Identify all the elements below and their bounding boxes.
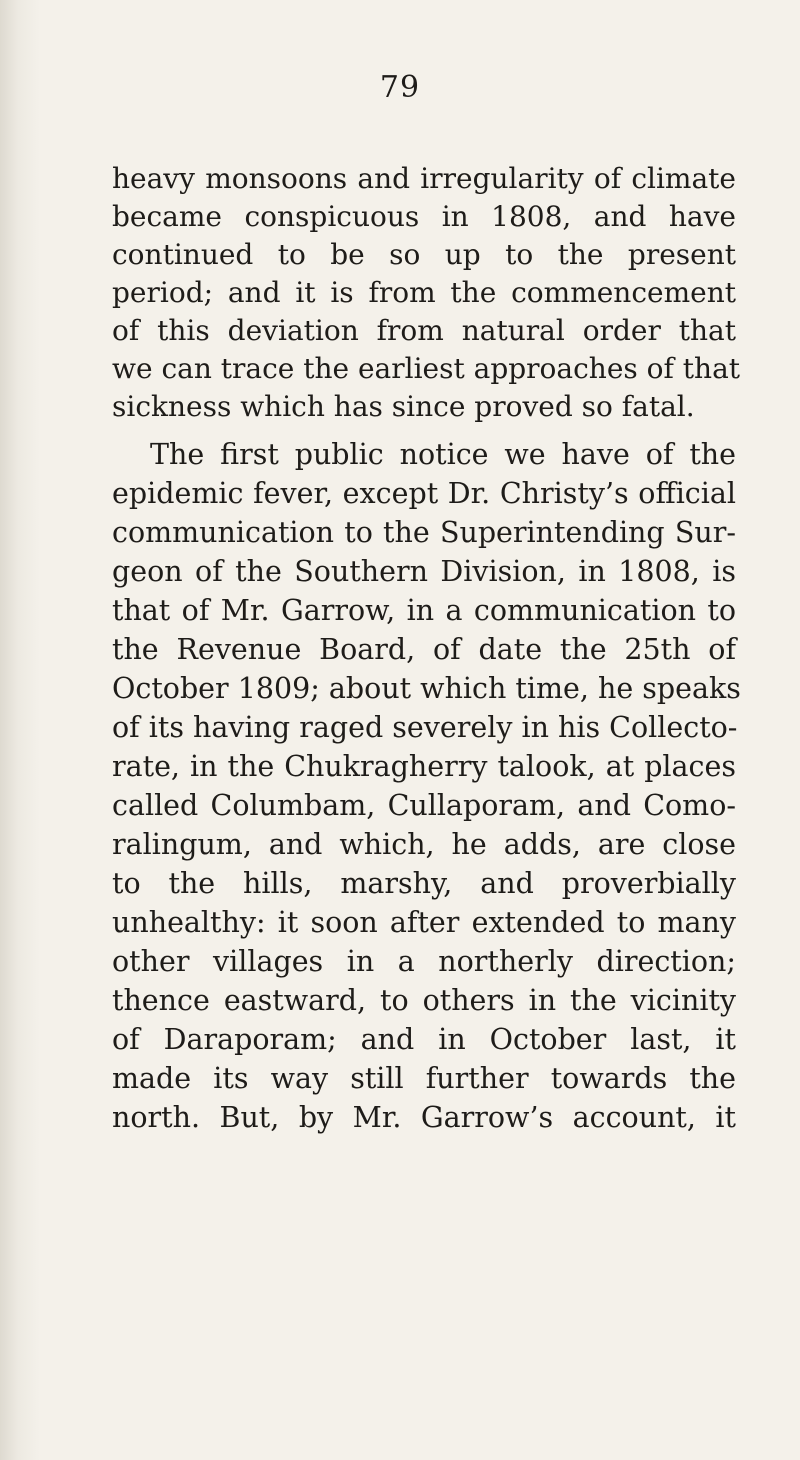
text-line: geon of the Southern Division, in 1808, is	[112, 555, 736, 588]
paragraph-2	[112, 435, 741, 1137]
text-line: north. But, by Mr. Garrow’s account, it	[112, 1101, 736, 1134]
text-line: thence eastward, to others in the vicinity	[112, 984, 736, 1017]
text-line: of its having raged severely in his Collecto-	[112, 711, 738, 744]
text-line: we can trace the earliest approaches of that	[112, 352, 741, 385]
text-line: ralingum, and which, he adds, are close	[112, 828, 736, 861]
text-line: that of Mr. Garrow, in a communication to	[112, 594, 736, 627]
text-line: heavy monsoons and irregularity of climate	[112, 162, 736, 195]
text-line: made its way still further towards the	[112, 1062, 736, 1095]
text-line: The first public notice we have of the	[150, 438, 736, 471]
text-line: October 1809; about which time, he speaks	[112, 672, 741, 705]
text-line: sickness which has since proved so fatal.	[112, 390, 695, 423]
text-line: called Columbam, Cullaporam, and Como-	[112, 789, 736, 822]
text-line: other villages in a northerly direction;	[112, 945, 736, 978]
text-line: became conspicuous in 1808, and have	[112, 200, 736, 233]
text-line: of Daraporam; and in October last, it	[112, 1023, 736, 1056]
text-line: unhealthy: it soon after extended to many	[112, 906, 736, 939]
text-line: of this deviation from natural order that	[112, 314, 736, 347]
text-line: to the hills, marshy, and proverbially	[112, 867, 736, 900]
text-line: period; and it is from the commencement	[112, 276, 736, 309]
page-number: 79	[379, 70, 421, 105]
text-line: rate, in the Chukragherry talook, at places	[112, 750, 736, 783]
text-line: the Revenue Board, of date the 25th of	[112, 633, 736, 666]
paragraph-1	[112, 160, 741, 426]
text-line: epidemic fever, except Dr. Christy’s official	[112, 477, 736, 510]
text-line: communication to the Superintending Sur-	[112, 516, 736, 549]
text-line: continued to be so up to the present	[112, 238, 736, 271]
